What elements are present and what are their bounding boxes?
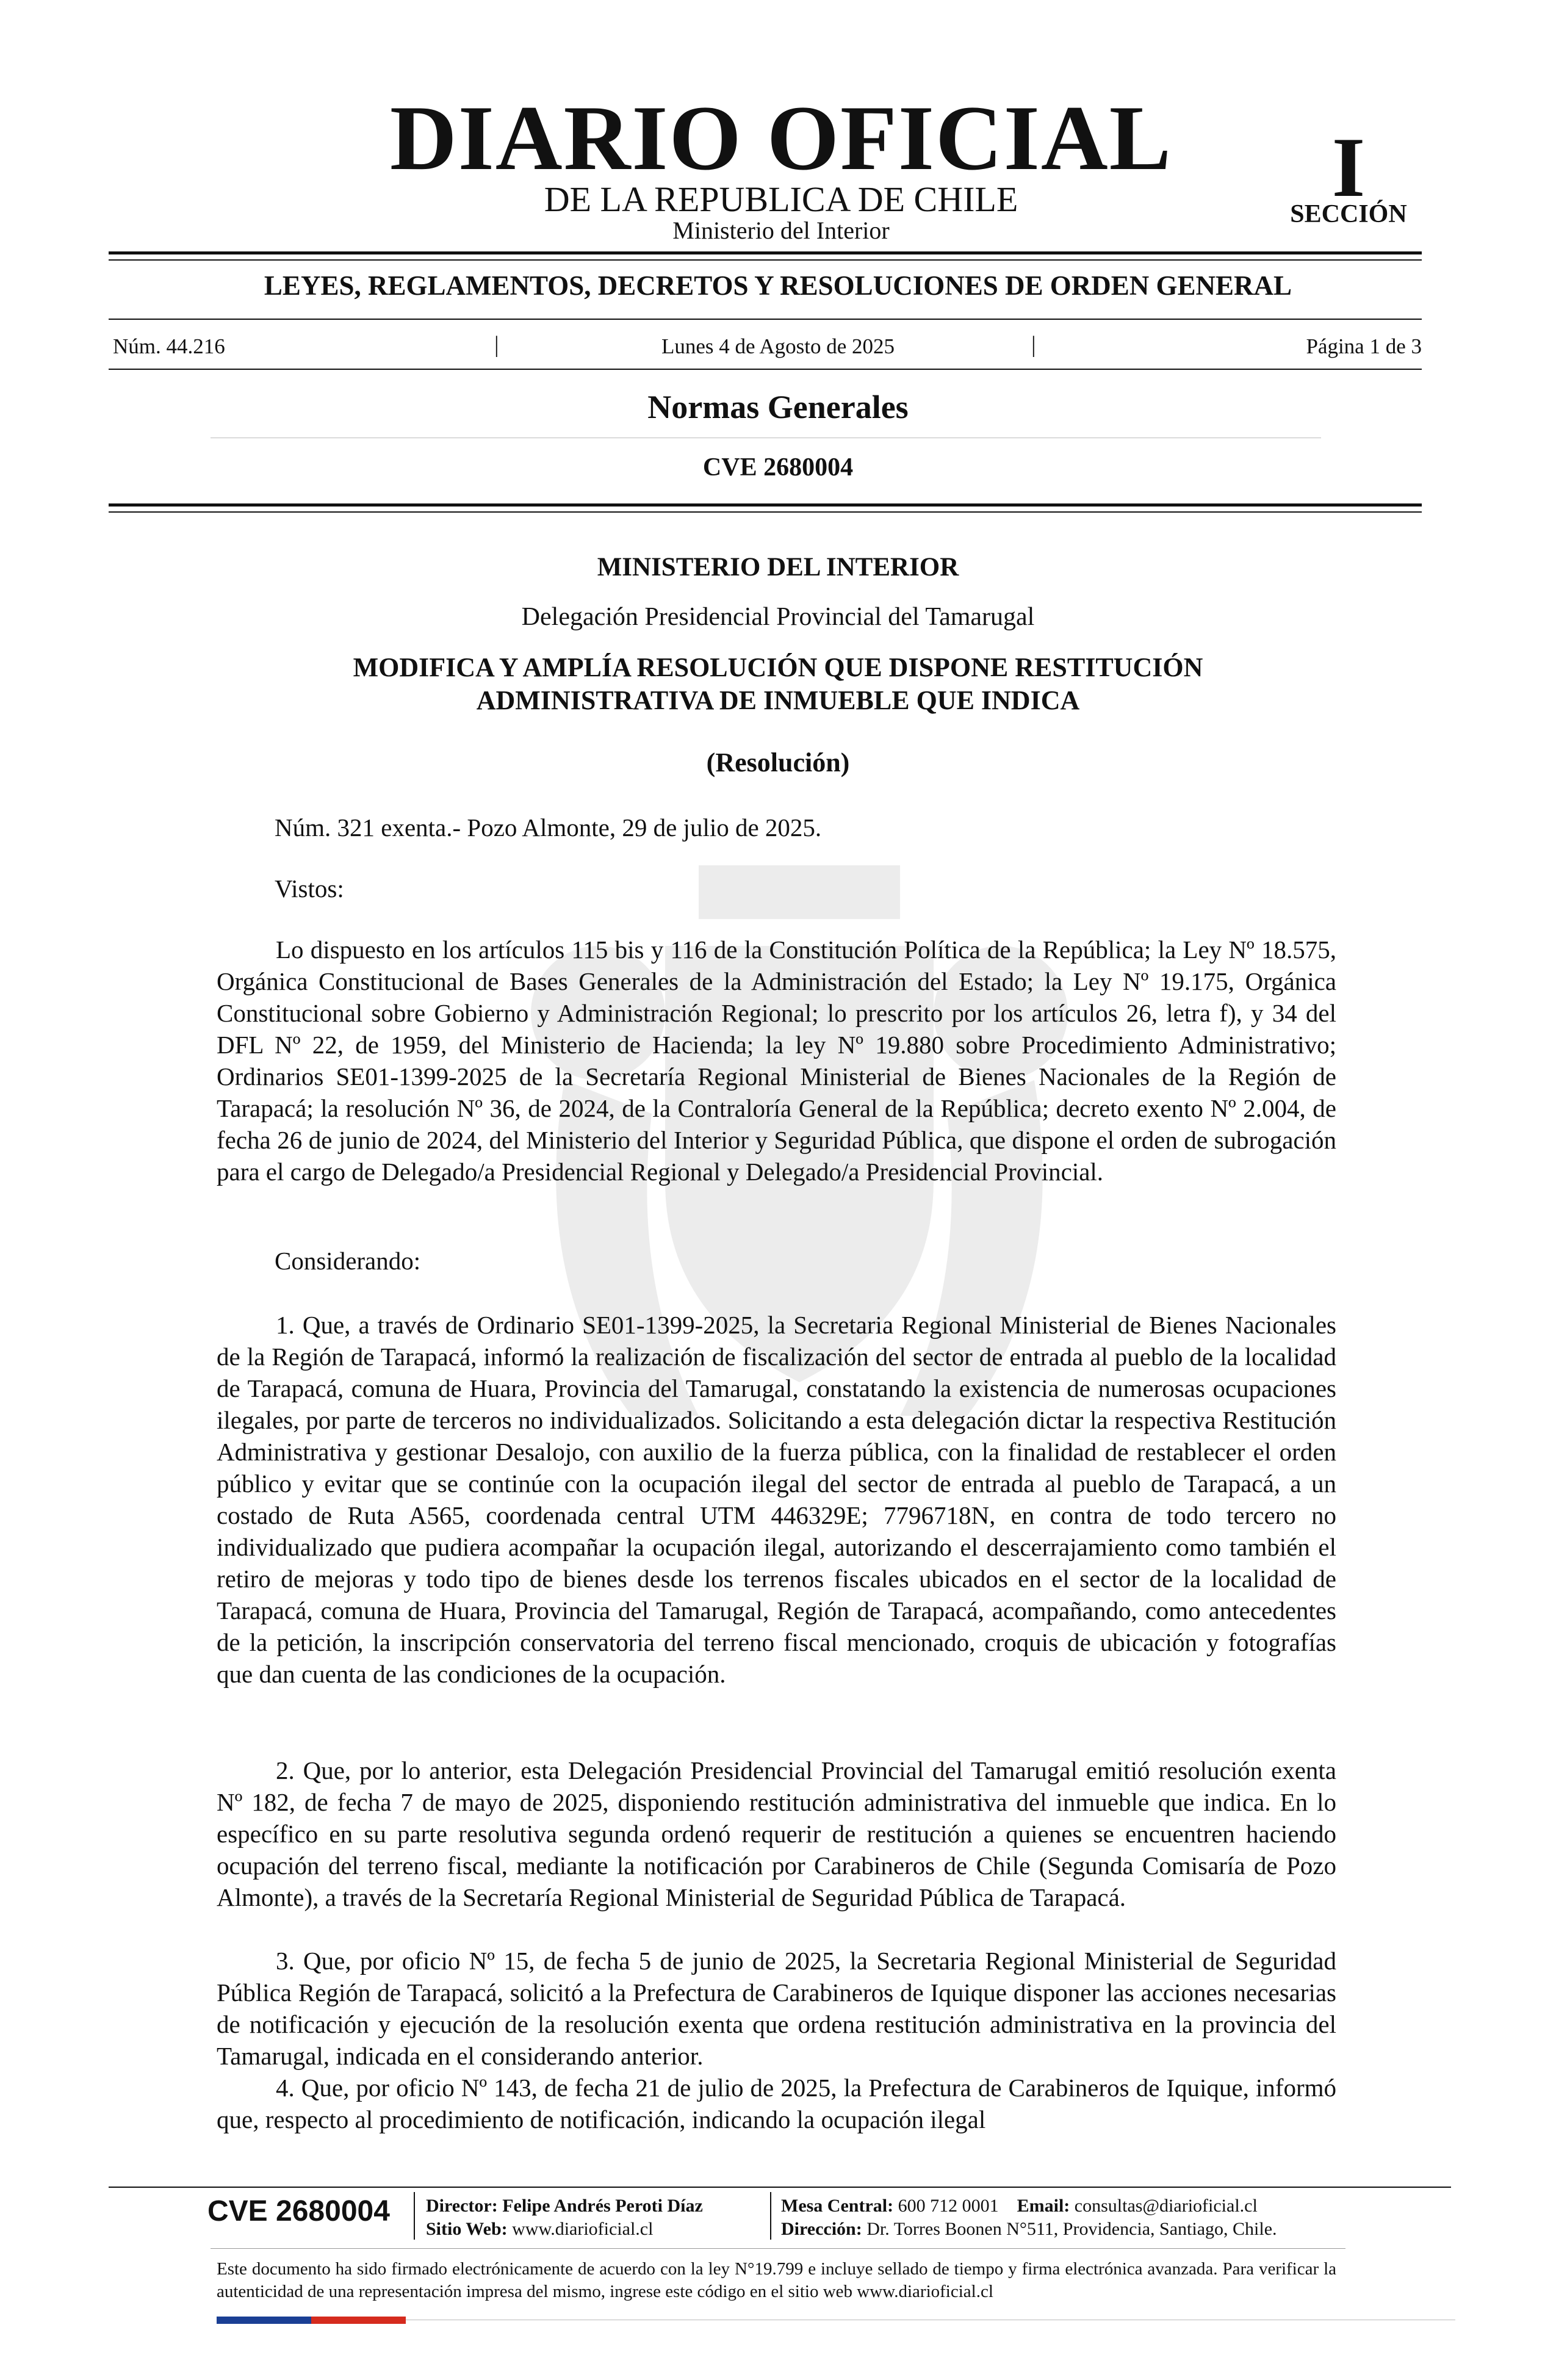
footer-divider: [770, 2192, 771, 2240]
masthead-ministry: Ministerio del Interior: [672, 217, 890, 244]
section-rule-thick: [109, 503, 1422, 507]
laws-line: LEYES, REGLAMENTOS, DECRETOS Y RESOLUCIONES DE ORDEN GENERAL: [264, 270, 1292, 301]
footer-contact: [781, 2197, 1258, 2215]
document-title-line-1: MODIFICA Y AMPLÍA RESOLUCIÓN QUE DISPONE RESTITUCIÓN: [353, 652, 1203, 682]
document-type: (Resolución): [706, 748, 850, 777]
issue-separator: |: [494, 332, 499, 358]
resolution-number-line: Núm. 321 exenta.- Pozo Almonte, 29 de julio de 2025.: [275, 813, 822, 842]
section-number: I: [1331, 120, 1366, 215]
email-label: Email:: [1017, 2196, 1070, 2216]
email-link[interactable]: consultas@diarioficial.cl: [1074, 2196, 1258, 2216]
issue-rule-top: [109, 319, 1422, 320]
director-name: Felipe Andrés Peroti Díaz: [502, 2196, 703, 2216]
issue-rule-bottom: [109, 369, 1422, 370]
vistos-label: Vistos:: [275, 874, 344, 903]
footer-director: [426, 2197, 703, 2215]
issue-page: Página 1 de 3: [1306, 334, 1422, 358]
considerando-paragraph-4: 4. Que, por oficio Nº 143, de fecha 21 de julio de 2025, la Prefectura de Carabineros de Iquique, informó que, respecto al procedimiento de notificación, indicando la ocupación ilegal: [217, 2074, 1336, 2133]
considerando-label: Considerando:: [275, 1247, 421, 1275]
website-label: Sitio Web:: [426, 2219, 508, 2239]
section-heading: Normas Generales: [647, 389, 909, 425]
flag-stripe-blue: [217, 2317, 311, 2324]
director-label: Director:: [426, 2196, 498, 2216]
address-label: Dirección:: [781, 2219, 862, 2239]
document-issuer: Delegación Presidencial Provincial del Tamarugal: [521, 603, 1035, 631]
considerando-paragraph-2: 2. Que, por lo anterior, esta Delegación Presidencial Provincial del Tamarugal emitió resolución exenta Nº 182, de fecha 7 de mayo de 2025, disponiendo restitución administrativa del inmueble que indica. En lo específico en su parte resolutiva segunda ordenó requerir de restitución a quienes se encuentren haciendo ocupación del terreno fiscal, mediante la notificación por Carabineros de Chile (Segunda Comisaría de Pozo Almonte), a través de la Secretaría Regional Ministerial de Seguridad Pública de Tarapacá.: [217, 1756, 1336, 1911]
mesa-label: Mesa Central:: [781, 2196, 894, 2216]
footer-address: [781, 2220, 1277, 2238]
issue-number: Núm. 44.216: [113, 334, 225, 358]
flag-stripe-red: [311, 2317, 406, 2324]
document-title-line-2: ADMINISTRATIVA DE INMUEBLE QUE INDICA: [476, 685, 1080, 715]
header-rule-thin: [109, 259, 1422, 261]
footer-cve: CVE 2680004: [207, 2195, 390, 2227]
address-value: Dr. Torres Boonen N°511, Providencia, Santiago, Chile.: [866, 2219, 1277, 2239]
document-ministry: MINISTERIO DEL INTERIOR: [597, 553, 959, 582]
header-rule-thick: [109, 251, 1422, 254]
considerando-paragraph-3: 3. Que, por oficio Nº 15, de fecha 5 de junio de 2025, la Secretaria Regional Ministerial de Seguridad Pública Región de Tarapacá, solicitó a la Prefectura de Carabineros de Iquique disponer las acciones necesarias de notificación y ejecución de la resolución exenta que ordena restitución administrativa en la provincia del Tamarugal, indicada en el considerando anterior.: [217, 1947, 1336, 2070]
cve-code: CVE 2680004: [702, 453, 854, 481]
footer-rule-thin: [211, 2248, 1345, 2249]
masthead-title: DIARIO OFICIAL: [389, 87, 1173, 189]
issue-date: Lunes 4 de Agosto de 2025: [661, 334, 895, 358]
issue-separator: |: [1031, 332, 1036, 358]
section-rule-thin: [109, 511, 1422, 513]
footer-rule: [109, 2187, 1451, 2188]
considerando-paragraph-1: 1. Que, a través de Ordinario SE01-1399-2025, la Secretaria Regional Ministerial de Bienes Nacionales de la Región de Tarapacá, informó la realización de fiscalización del sector de entrada al pueblo de la localidad de Tarapacá, comuna de Huara, Provincia del Tamarugal, constatando la existencia de numerosas ocupaciones ilegales, por parte de terceros no individualizados. Solicitando a esta delegación dictar la respectiva Restitución Administrativa y gestionar Desalojo, con auxilio de la fuerza pública, con la finalidad de restablecer el orden público y evitar que se continúe con la ocupación ilegal del sector de entrada al pueblo de Tarapacá, a un costado de Ruta A565, coordenada central UTM 446329E; 7796718N, en contra de todo tercero no individualizado que pudiera acompañar la ocupación ilegal, autorizando el descerrajamiento como también el retiro de mejoras y todo tipo de bienes desde los terrenos fiscales ubicados en el sector de la localidad de Tarapacá, comuna de Huara, Provincia del Tamarugal, Región de Tarapacá, acompañando, como antecedentes de la petición, la inscripción conservatoria del terreno fiscal mencionado, croquis de ubicación y fotografías que dan cuenta de las condiciones de la ocupación.: [217, 1311, 1336, 1688]
footer-website: [426, 2220, 653, 2238]
footer-legal-notice: Este documento ha sido firmado electrónicamente de acuerdo con la ley N°19.799 e incluye sellado de tiempo y firma electrónica avanzada. Para verificar la autenticidad de una representación impresa del mismo, ingrese este código en el sitio web www.diarioficial.cl: [217, 2259, 1336, 2301]
masthead-subtitle: DE LA REPUBLICA DE CHILE: [544, 179, 1018, 219]
vistos-paragraph: Lo dispuesto en los artículos 115 bis y 116 de la Constitución Política de la República; la Ley Nº 18.575, Orgánica Constitucional de Bases Generales de la Administración del Estado; la Ley Nº 19.175, Orgánica Constitucional sobre Gobierno y Administración Regional; lo prescrito por los artículos 26, letra f), y 34 del DFL Nº 22, de 1959, del Ministerio de Hacienda; la ley Nº 19.880 sobre Procedimiento Administrativo; Ordinarios SE01-1399-2025 de la Secretaría Regional Ministerial de Bienes Nacionales de la Región de Tarapacá; la resolución Nº 36, de 2024, de la Contraloría General de la República; decreto exento Nº 2.004, de fecha 26 de junio de 2024, del Ministerio del Interior y Seguridad Pública, que dispone el orden de subrogación para el cargo de Delegado/a Presidencial Regional y Delegado/a Presidencial Provincial.: [217, 936, 1336, 1186]
footer-divider: [414, 2192, 415, 2240]
section-label: SECCIÓN: [1290, 200, 1407, 228]
website-link[interactable]: www.diarioficial.cl: [512, 2219, 654, 2239]
mesa-phone: 600 712 0001: [898, 2196, 999, 2216]
